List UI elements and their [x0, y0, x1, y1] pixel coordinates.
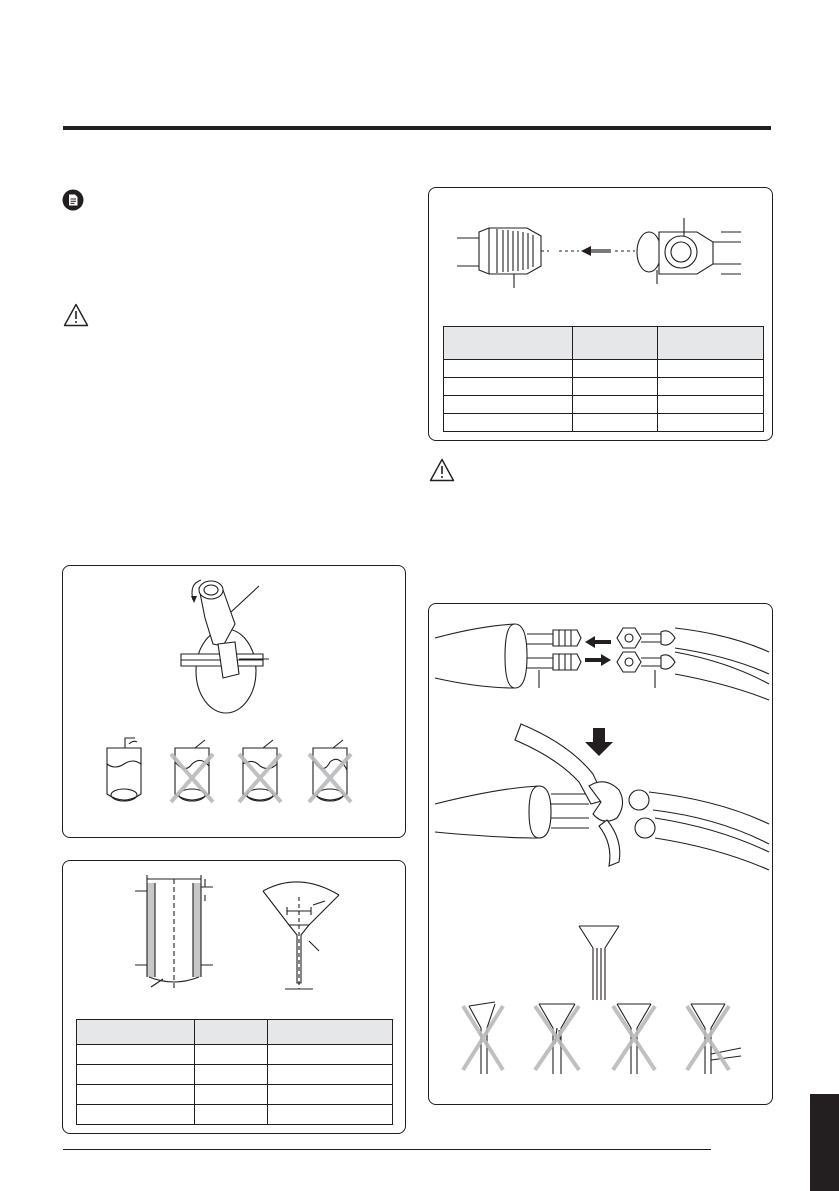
table-header-cell: [195, 1020, 268, 1045]
table-header-row: [444, 327, 764, 360]
table-row: [444, 378, 764, 396]
table-cell: [573, 360, 658, 378]
table-row: [77, 1085, 393, 1105]
table-header-cell: [658, 327, 764, 360]
table-row: [77, 1105, 393, 1125]
table-cell: [195, 1085, 268, 1105]
section-side-tab: [810, 1094, 839, 1191]
pipe-connection-illustration: [429, 604, 772, 1104]
table-cell: [573, 414, 658, 432]
pipe-cutter-illustration: [63, 566, 405, 837]
header-rule: [63, 126, 771, 130]
flare-nut-table: [443, 326, 764, 432]
flare-dimension-figure-box: [62, 860, 406, 1134]
table-cell: [658, 414, 764, 432]
table-cell: [195, 1105, 268, 1125]
table-cell: [444, 360, 573, 378]
table-cell: [268, 1065, 393, 1085]
table-cell: [195, 1065, 268, 1085]
table-cell: [573, 378, 658, 396]
table-row: [444, 396, 764, 414]
warning-triangle-icon: [63, 303, 89, 327]
warning-triangle-icon: [429, 458, 455, 482]
table-row: [444, 414, 764, 432]
table-header-cell: [444, 327, 573, 360]
table-cell: [658, 378, 764, 396]
flare-nut-illustration: [429, 188, 772, 298]
flare-dimension-illustration: [63, 861, 405, 1001]
pipe-dimension-table: [76, 1019, 393, 1125]
note-icon: [62, 189, 84, 211]
table-cell: [658, 396, 764, 414]
table-cell: [444, 396, 573, 414]
table-cell: [573, 396, 658, 414]
table-cell: [444, 378, 573, 396]
table-row: [77, 1045, 393, 1065]
table-cell: [444, 414, 573, 432]
table-header-cell: [268, 1020, 393, 1045]
table-cell: [268, 1045, 393, 1065]
footer-rule: [63, 1149, 711, 1150]
table-cell: [77, 1065, 195, 1085]
table-row: [444, 360, 764, 378]
table-cell: [268, 1105, 393, 1125]
table-cell: [77, 1045, 195, 1065]
table-header-cell: [77, 1020, 195, 1045]
flare-nut-figure-box: [428, 187, 773, 441]
table-header-row: [77, 1020, 393, 1045]
table-cell: [77, 1105, 195, 1125]
table-cell: [268, 1085, 393, 1105]
pipe-connection-figure-box: [428, 603, 773, 1105]
table-cell: [77, 1085, 195, 1105]
table-row: [77, 1065, 393, 1085]
table-cell: [658, 360, 764, 378]
table-cell: [195, 1045, 268, 1065]
pipe-cutting-figure-box: [62, 565, 406, 838]
table-header-cell: [573, 327, 658, 360]
